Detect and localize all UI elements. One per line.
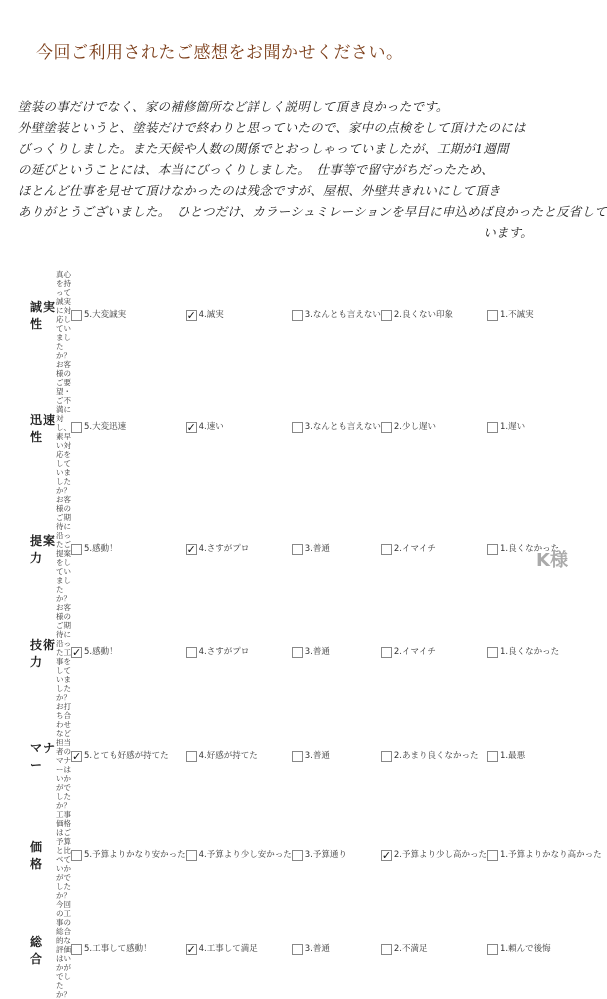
criterion-label: 総 合 [30,934,57,966]
rating-option-label: 3.予算通り [304,849,347,860]
rating-option[interactable] [186,495,292,603]
checkbox[interactable]: ✓ [186,421,196,434]
rating-option-label: 2.不満足 [393,944,428,954]
checkbox[interactable] [381,422,392,433]
rating-option-label: 3.普通 [304,647,330,657]
checkbox[interactable] [292,850,303,861]
rating-option-label: 5.大変迅速 [84,422,127,432]
checkbox[interactable]: ✓ [72,646,82,659]
rating-option-label: 2.良くない印象 [393,309,454,320]
survey-row [30,270,602,360]
checkbox[interactable]: ✓ [186,943,196,956]
page-heading: 今回ご利用されたご感想をお聞かせください。 [36,43,404,63]
rating-option[interactable] [487,360,602,495]
rating-option-label: 4.好感が持てた [198,750,258,761]
rating-option[interactable] [292,900,381,999]
checkbox[interactable]: ✓ [186,542,196,556]
rating-option-label: 3.普通 [304,944,330,954]
criterion-label: 誠実性 [30,300,57,331]
criterion-question: お客様のご期待に沿ったご提案をしていましたか？ [56,495,72,603]
checkbox[interactable] [186,850,197,861]
checkbox[interactable] [487,850,498,861]
criterion-label: 技術力 [30,637,57,669]
rating-option-label: 2.イマイチ [393,647,436,657]
rating-option[interactable] [186,810,292,900]
checkbox[interactable] [292,544,303,555]
checkbox[interactable] [292,944,303,955]
rating-option[interactable] [381,810,487,900]
rating-option-label: 1.頼んで後悔 [500,944,551,954]
rating-option[interactable] [71,603,186,702]
rating-option[interactable] [292,810,381,900]
checkbox[interactable] [487,310,498,321]
checkbox[interactable] [487,647,498,658]
rating-option[interactable] [292,603,381,702]
checkbox[interactable] [71,850,82,861]
survey-row [30,900,602,999]
rating-option-label: 5.大変誠実 [84,309,127,320]
checkbox[interactable] [381,751,392,762]
rating-option[interactable] [186,900,292,999]
criterion-label: 価 格 [30,840,57,871]
rating-option[interactable] [186,702,292,810]
checkbox[interactable] [71,422,82,433]
handwritten-line: 外壁塗装というと、塗装だけで終わりと思っていたので、家中の点検をして頂けたのには [18,120,526,135]
rating-option-label: 1.良くなかった [500,543,560,554]
rating-option-label: 1.不誠実 [500,309,534,320]
checkbox[interactable] [381,647,392,658]
checkbox[interactable] [292,751,303,762]
rating-option[interactable] [487,603,602,702]
rating-option-label: 2.あまり良くなかった [393,750,479,761]
rating-option[interactable] [381,702,487,810]
rating-option[interactable] [487,810,602,900]
rating-option-label: 2.予算より少し高かった [393,849,488,860]
rating-option[interactable] [186,603,292,702]
rating-option-label: 1.遅い [500,422,526,432]
rating-option[interactable] [381,270,487,360]
checkbox[interactable] [186,751,197,762]
criterion-question: お客様のご期待に沿った工事をしていましたか？ [56,603,72,702]
handwritten-line: います。 [483,225,533,240]
criterion-question: お打ち合わせなど担当者のマナーはいかがでしたか？ [56,702,72,810]
rating-option-label: 1.予算よりかなり高かった [500,849,602,860]
checkbox[interactable] [292,310,303,321]
survey-row [30,360,602,495]
checkbox[interactable]: ✓ [72,749,82,763]
checkbox[interactable]: ✓ [186,308,196,322]
checkbox[interactable] [292,647,303,658]
rating-option-label: 3.普通 [304,750,330,761]
rating-option-label: 3.なんとも言えない [304,422,381,432]
rating-option[interactable] [292,495,381,603]
criterion-question: 今回の工事の総合的な評価はいかがでしたか？ [56,900,72,999]
rating-option-label: 5.とても好感が持てた [84,750,169,761]
rating-option-label: 5.工事して感動！ [84,944,152,954]
rating-option[interactable] [487,900,602,999]
criterion-question: 工事価格はご予算と比べていかがでしたか？ [56,810,72,900]
rating-option[interactable] [487,702,602,810]
rating-option[interactable] [381,900,487,999]
rating-option-label: 5.感動！ [84,543,118,554]
rating-option[interactable] [381,360,487,495]
criterion-question: お客様のご要望・ご不満に対し、素早い対応をしていましたか？ [56,360,72,495]
rating-option[interactable] [292,702,381,810]
survey-row [30,702,602,810]
rating-option[interactable] [71,702,186,810]
handwritten-line: びっくりしました。また天候や人数の関係でとおっしゃっていましたが、工期が1週間 [18,141,509,156]
rating-option-label: 4.速い [198,422,224,432]
rating-option-label: 2.イマイチ [393,543,436,554]
survey-row [30,603,602,702]
rating-option-label: 5.感動！ [84,647,118,657]
checkbox[interactable] [487,944,498,955]
survey-table [30,270,602,999]
criterion-label: 迅速性 [30,412,57,444]
checkbox[interactable] [71,944,82,955]
rating-option[interactable] [487,270,602,360]
rating-option[interactable] [292,360,381,495]
rating-option[interactable] [71,495,186,603]
checkbox[interactable] [71,544,82,555]
rating-option-label: 4.さすがプロ [198,543,250,554]
checkbox[interactable] [487,544,498,555]
checkbox[interactable]: ✓ [381,848,392,862]
handwritten-line: の延びということには、本当にびっくりしました。 仕事等で留守がちだったため、 [18,162,494,177]
handwritten-line: 塗装の事だけでなく、家の補修箇所など詳しく説明して頂き良かったです。 [18,99,449,114]
criterion-label: マナー [30,741,57,772]
checkbox[interactable] [186,647,197,658]
rating-option-label: 4.さすがプロ [198,647,250,657]
rating-option[interactable] [71,900,186,999]
checkbox[interactable] [381,944,392,955]
rating-option-label: 2.少し遅い [393,422,437,432]
rating-option-label: 4.工事して満足 [198,944,258,954]
rating-option[interactable] [186,270,292,360]
criterion-question: 真心を持って誠実に対応していましたか？ [56,270,72,360]
survey-row [30,495,602,603]
rating-option-label: 5.予算よりかなり安かった [84,849,186,860]
rating-option-label: 1.良くなかった [500,647,560,657]
checkbox[interactable] [487,751,498,762]
rating-option-label: 4.予算より少し安かった [198,849,292,860]
handwritten-line: ありがとうございました。 ひとつだけ、カラーシュミレーションを早目に申込めば良かったと反省して [18,204,607,219]
checkbox[interactable] [71,310,82,321]
survey-row [30,810,602,900]
handwritten-comment [18,96,607,243]
rating-option[interactable] [71,810,186,900]
rating-option[interactable] [71,270,186,360]
checkbox[interactable] [487,422,498,433]
rating-option[interactable] [381,495,487,603]
rating-option[interactable] [71,360,186,495]
rating-option[interactable] [186,360,292,495]
customer-signature: K様 [536,550,568,571]
checkbox[interactable] [292,422,303,433]
rating-option-label: 1.最悪 [500,750,526,761]
rating-option[interactable] [381,603,487,702]
rating-option-label: 3.普通 [304,543,330,554]
handwritten-line: ほとんど仕事を見せて頂けなかったのは残念ですが、屋根、外壁共きれいにして頂き [18,183,501,198]
checkbox[interactable] [381,310,392,321]
criterion-label: 提案力 [30,534,57,565]
checkbox[interactable] [381,544,392,555]
rating-option-label: 4.誠実 [198,309,224,320]
rating-option[interactable] [292,270,381,360]
rating-option-label: 3.なんとも言えない [304,309,381,320]
